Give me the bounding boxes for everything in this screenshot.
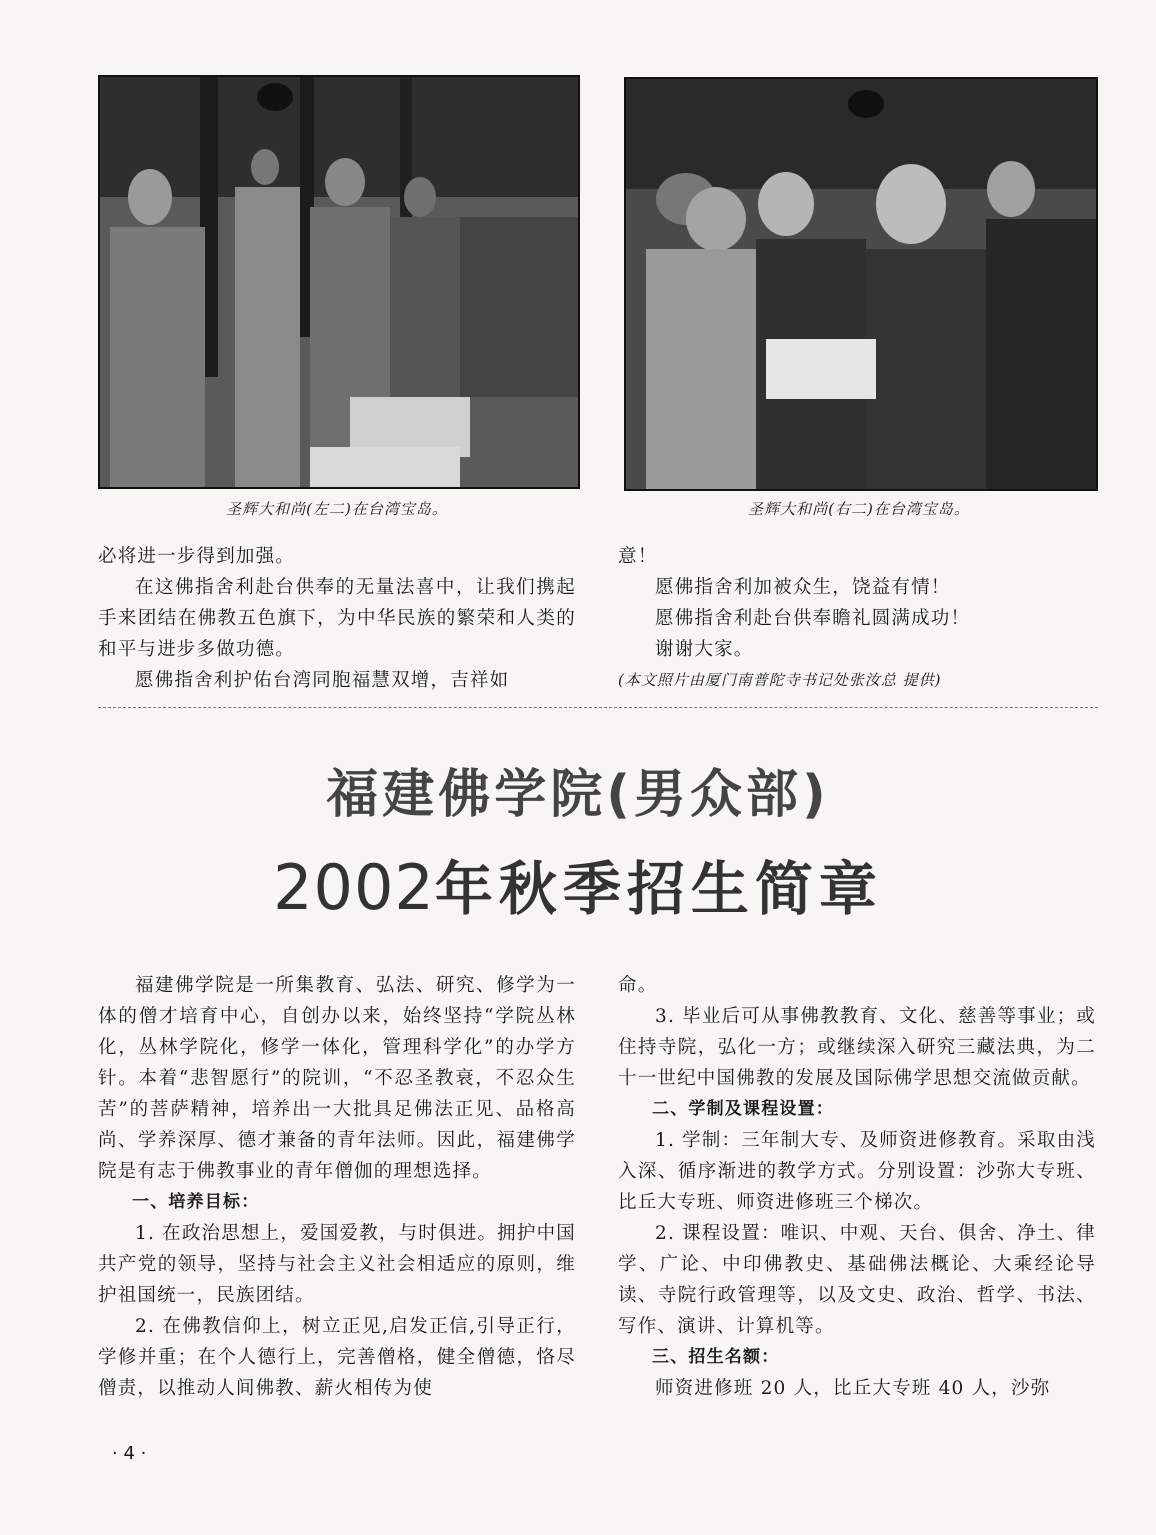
paragraph: 必将进一步得到加强。 <box>98 546 296 567</box>
subtitle-text: 年秋季招生简章 <box>434 855 883 923</box>
section-heading: 三、招生名额： <box>652 1347 780 1367</box>
paragraph: 意！ <box>618 546 658 567</box>
page-subtitle <box>0 842 1156 926</box>
paragraph: 1. 学制：三年制大专、及师资进修教育。采取由浅入深、循序渐进的教学方式。分别设置：沙弥大专班、比丘大专班、师资进修班三个梯次。 <box>618 1130 1096 1213</box>
section-heading: 一、培养目标： <box>132 1192 260 1212</box>
paragraph: 在这佛指舍利赴台供奉的无量法喜中，让我们携起手来团结在佛教五色旗下，为中华民族的繁荣和人类的和平与进步多做功德。 <box>98 577 576 660</box>
section-heading: 二、学制及课程设置： <box>652 1099 834 1119</box>
paragraph: 谢谢大家。 <box>655 639 754 660</box>
paragraph: 2. 在佛教信仰上，树立正见,启发正信,引导正行，学修并重；在个人德行上，完善僧格，健全僧德，恪尽僧责，以推动人间佛教、薪火相传为使 <box>98 1316 576 1399</box>
paragraph: 愿佛指舍利赴台供奉瞻礼圆满成功！ <box>655 608 971 629</box>
section-divider <box>98 707 1098 708</box>
paragraph: 1. 在政治思想上，爱国爱教，与时俱进。拥护中国共产党的领导，坚持与社会主义社会相适应的原则，维护祖国统一，民族团结。 <box>98 1223 576 1306</box>
page-title: 福建佛学院(男众部) <box>326 765 830 825</box>
photo-right-caption: 圣辉大和尚(右二)在台湾宝岛。 <box>748 500 970 518</box>
subtitle-year: 2002 <box>273 851 435 924</box>
photo-credit: (本文照片由厦门南普陀寺书记处张汝总 提供) <box>618 671 942 689</box>
photo-right-image <box>626 79 1096 489</box>
paragraph: 福建佛学院是一所集教育、弘法、研究、修学为一体的僧才培育中心，自创办以来，始终坚持“学院丛林化，丛林学院化，修学一体化，管理科学化”的办学方针。本着“悲智愿行”的院训，“不忍圣教衰，不忍众生苦”的菩萨精神，培养出一大批具足佛法正见、品格高尚、学养深厚、德才兼备的青年法师。因此，福建佛学院是有志于佛教事业的青年僧伽的理想选择。 <box>98 975 576 1182</box>
photo-left-image <box>100 77 578 487</box>
paragraph: 命。 <box>618 975 658 996</box>
photo-left-caption: 圣辉大和尚(左二)在台湾宝岛。 <box>226 500 448 518</box>
paragraph: 愿佛指舍利加被众生，饶益有情！ <box>655 577 951 598</box>
photo-left <box>98 75 580 489</box>
body-right-column <box>618 970 1096 1404</box>
paragraph: 3. 毕业后可从事佛教教育、文化、慈善等事业；或住持寺院，弘化一方；或继续深入研究三藏法典，为二十一世纪中国佛教的发展及国际佛学思想交流做贡献。 <box>618 1006 1096 1089</box>
paragraph: 2. 课程设置：唯识、中观、天台、俱舍、净土、律学、广论、中印佛教史、基础佛法概论、大乘经论导读、寺院行政管理等，以及文史、政治、哲学、书法、写作、演讲、计算机等。 <box>618 1223 1096 1337</box>
photo-right <box>624 77 1098 491</box>
article-end-left-column <box>98 541 576 696</box>
page-number: · 4 · <box>112 1443 147 1464</box>
article-end-right-column <box>618 541 1096 696</box>
body-left-column <box>98 970 576 1404</box>
paragraph: 愿佛指舍利护佑台湾同胞福慧双增，吉祥如 <box>135 670 510 691</box>
paragraph: 师资进修班 20 人，比丘大专班 40 人，沙弥 <box>655 1378 1051 1399</box>
